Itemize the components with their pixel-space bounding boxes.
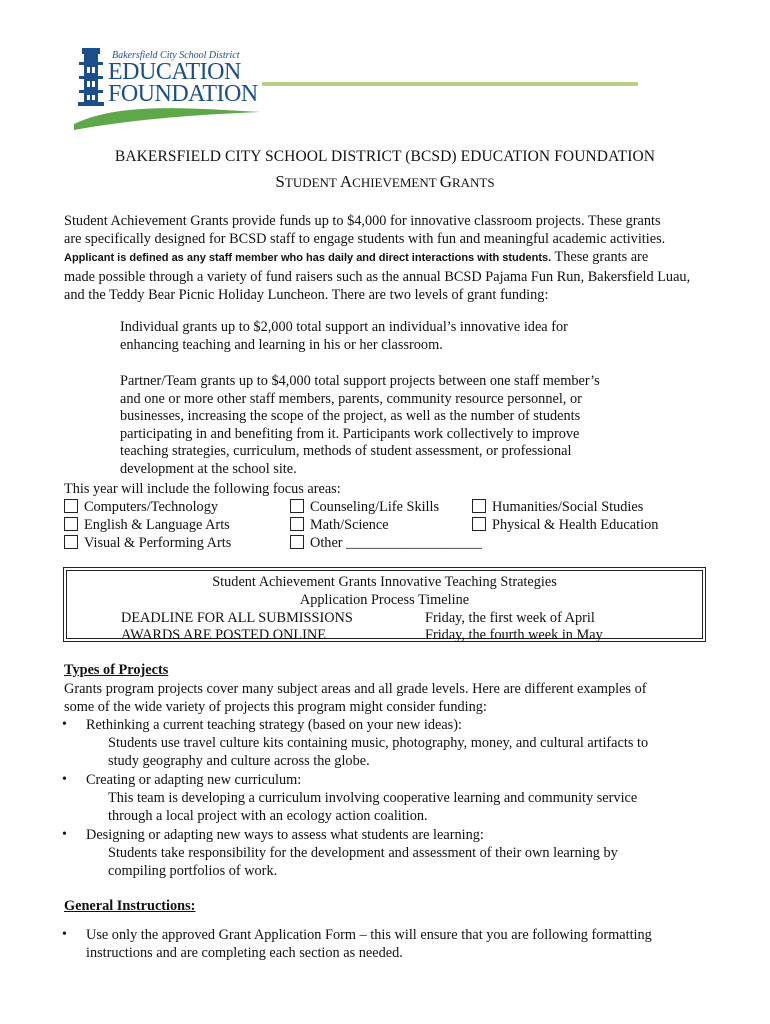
focus-option[interactable]: Math/Science — [290, 516, 482, 534]
focus-option[interactable]: Counseling/Life Skills — [290, 498, 482, 516]
intro-line: made possible through a variety of fund raisers such as the annual BCSD Pajama Fun Run, Bakersfield Luau, — [64, 268, 691, 285]
intro-line: Applicant is defined as any staff member who has daily and direct interactions with students. These grants are — [64, 249, 649, 266]
project-type-title: Designing or adapting new ways to assess what students are learning: — [86, 827, 484, 843]
individual-grant-description: Individual grants up to $2,000 total support an individual’s innovative idea for enhancing teaching and learning in his or her classroom. — [120, 319, 568, 353]
checkbox[interactable] — [64, 499, 78, 513]
focus-option[interactable]: Other ___________________ — [290, 534, 482, 552]
partner-grant-description: Partner/Team grants up to $4,000 total support projects between one staff member’s and one or more other staff members, parents, community resource personnel, or businesses, increasing the scope of the project, as well as the number of students participating in and benefiting from it. Participants work collectively to improve teaching strategies, curriculum, methods of student assessment, or professional development at the school site. — [120, 373, 600, 477]
focus-option[interactable]: English & Language Arts — [64, 516, 231, 534]
bullet-icon: • — [62, 772, 67, 787]
intro-line: Student Achievement Grants provide funds up to $4,000 for innovative classroom projects. These grants — [64, 213, 661, 229]
applicant-definition: Applicant is defined as any staff member who has daily and direct interactions with students. — [64, 252, 552, 265]
awards-value: Friday, the fourth week in May — [425, 627, 603, 643]
checkbox[interactable] — [290, 499, 304, 513]
types-of-projects-heading: Types of Projects — [64, 662, 169, 678]
project-type-title: Creating or adapting new curriculum: — [86, 772, 302, 788]
focus-column-1 — [64, 498, 231, 552]
checkbox[interactable] — [64, 517, 78, 531]
intro-paragraph — [64, 212, 724, 304]
project-type-detail: Students take responsibility for the development and assessment of their own learning by compiling portfolios of work. — [108, 845, 618, 879]
checkbox[interactable] — [64, 535, 78, 549]
header-divider — [262, 82, 638, 86]
checkbox[interactable] — [472, 517, 486, 531]
project-type-detail: Students use travel culture kits containing music, photography, money, and cultural artifacts to study geography and culture across the globe. — [108, 735, 649, 769]
project-type-detail: This team is developing a curriculum involving cooperative learning and community service through a local project with an ecology action coalition. — [108, 790, 638, 824]
projects-intro: Grants program projects cover many subject areas and all grade levels. Here are different examples of some of the wide variety of projects this program might consider funding: — [64, 681, 647, 716]
timeline-box — [63, 567, 706, 642]
focus-option[interactable]: Physical & Health Education — [472, 516, 658, 534]
general-instructions-heading: General Instructions: — [64, 898, 196, 914]
focus-areas-intro: This year will include the following focus areas: — [64, 481, 341, 497]
intro-line: are specifically designed for BCSD staff to engage students with fun and meaningful academic activities. — [64, 231, 666, 248]
logo-district-name: Bakersfield City School District — [112, 50, 240, 61]
deadline-label: DEADLINE FOR ALL SUBMISSIONS — [121, 610, 353, 626]
foundation-logo — [70, 42, 265, 134]
focus-column-2 — [290, 498, 482, 552]
focus-column-3 — [472, 498, 658, 534]
deadline-value: Friday, the first week of April — [425, 610, 595, 626]
awards-label: AWARDS ARE POSTED ONLINE — [121, 627, 326, 643]
document-title: STUDENT ACHIEVEMENT GRANTS — [275, 172, 495, 191]
intro-line: and the Teddy Bear Picnic Holiday Luncheon. There are two levels of grant funding: — [64, 286, 549, 303]
bullet-icon: • — [62, 927, 67, 942]
focus-option[interactable]: Computers/Technology — [64, 498, 231, 516]
timeline-subtitle: Application Process Timeline — [299, 592, 470, 608]
bullet-icon: • — [62, 827, 67, 842]
timeline-title: Student Achievement Grants Innovative Teaching Strategies — [212, 574, 557, 590]
project-type-title: Rethinking a current teaching strategy (based on your new ideas): — [86, 717, 462, 733]
bullet-icon: • — [62, 717, 67, 732]
checkbox[interactable] — [290, 535, 304, 549]
checkbox[interactable] — [472, 499, 486, 513]
logo-word-foundation: FOUNDATION — [108, 81, 258, 107]
general-instruction-item: Use only the approved Grant Application Form – this will ensure that you are following formatting instructions and are completing each section as needed. — [86, 927, 652, 961]
checkbox[interactable] — [290, 517, 304, 531]
organization-title: BAKERSFIELD CITY SCHOOL DISTRICT (BCSD) EDUCATION FOUNDATION — [114, 148, 656, 165]
focus-option[interactable]: Humanities/Social Studies — [472, 498, 658, 516]
focus-option[interactable]: Visual & Performing Arts — [64, 534, 231, 552]
logo-word-education: EDUCATION — [108, 59, 241, 85]
